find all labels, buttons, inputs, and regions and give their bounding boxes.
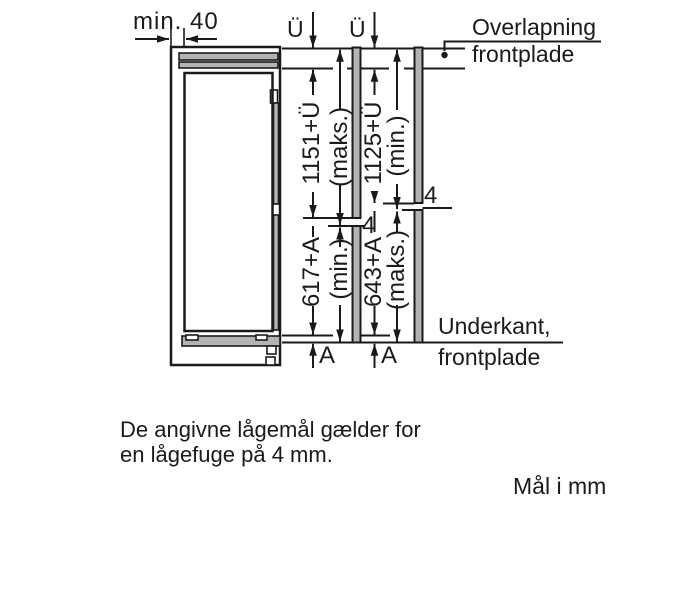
door-gap-label-right: 4 — [424, 182, 438, 209]
lower-front-min-qualifier: (min.) — [326, 238, 353, 300]
cabinet-outer-frame — [171, 47, 280, 365]
lower-front-max-value: 643+A — [360, 236, 387, 308]
underkant-callout-line1: Underkant, — [438, 313, 551, 339]
foot-upper — [267, 346, 276, 354]
appliance-door-edge-lower — [274, 215, 279, 330]
upper-front-max-value: 1151+Ü — [298, 101, 325, 185]
upper-front-min-qualifier: (min.) — [383, 115, 410, 177]
lower-front-max-qualifier: (maks.) — [383, 230, 410, 310]
overlap-callout-line1: Overlapning — [472, 14, 597, 40]
overlap-callout-line2: frontplade — [472, 41, 575, 67]
upper-front-min-value: 1125+Ü — [360, 101, 387, 185]
top-reference-lines — [282, 49, 465, 69]
appliance-door-edge-upper — [274, 103, 279, 204]
dimension-arrows-left-panel — [313, 12, 340, 368]
plinth-cutout-left — [186, 335, 198, 340]
foot-lower — [266, 357, 275, 365]
note-text — [120, 417, 421, 467]
cabinet-top-strip-1 — [179, 53, 278, 60]
upper-front-max-qualifier: (maks.) — [326, 107, 353, 187]
appliance-body — [185, 73, 273, 331]
min-clearance-label: min. 40 — [133, 8, 219, 35]
plinth-cutout-right — [256, 335, 267, 340]
lower-front-min-value: 617+A — [298, 236, 325, 308]
bottom-offset-symbol-right: A — [381, 342, 398, 369]
bottom-offset-symbol-left: A — [319, 342, 336, 369]
callout-dot — [441, 52, 447, 58]
front-panel-min — [415, 48, 423, 343]
units-label: Mål i mm — [513, 473, 607, 499]
cabinet-top-strip-2 — [179, 62, 278, 68]
door-gap-label-left: 4 — [362, 212, 376, 239]
underkant-callout-line2: frontplade — [438, 344, 541, 370]
overlap-symbol-right: Ü — [349, 16, 366, 42]
note-line2: en lågefuge på 4 mm. — [120, 442, 333, 467]
note-line1: De angivne lågemål gælder for — [120, 417, 421, 442]
cabinet-drawing — [171, 47, 280, 365]
dimension-arrows-right-panel — [375, 12, 398, 368]
overlap-symbol-left: Ü — [287, 16, 304, 42]
